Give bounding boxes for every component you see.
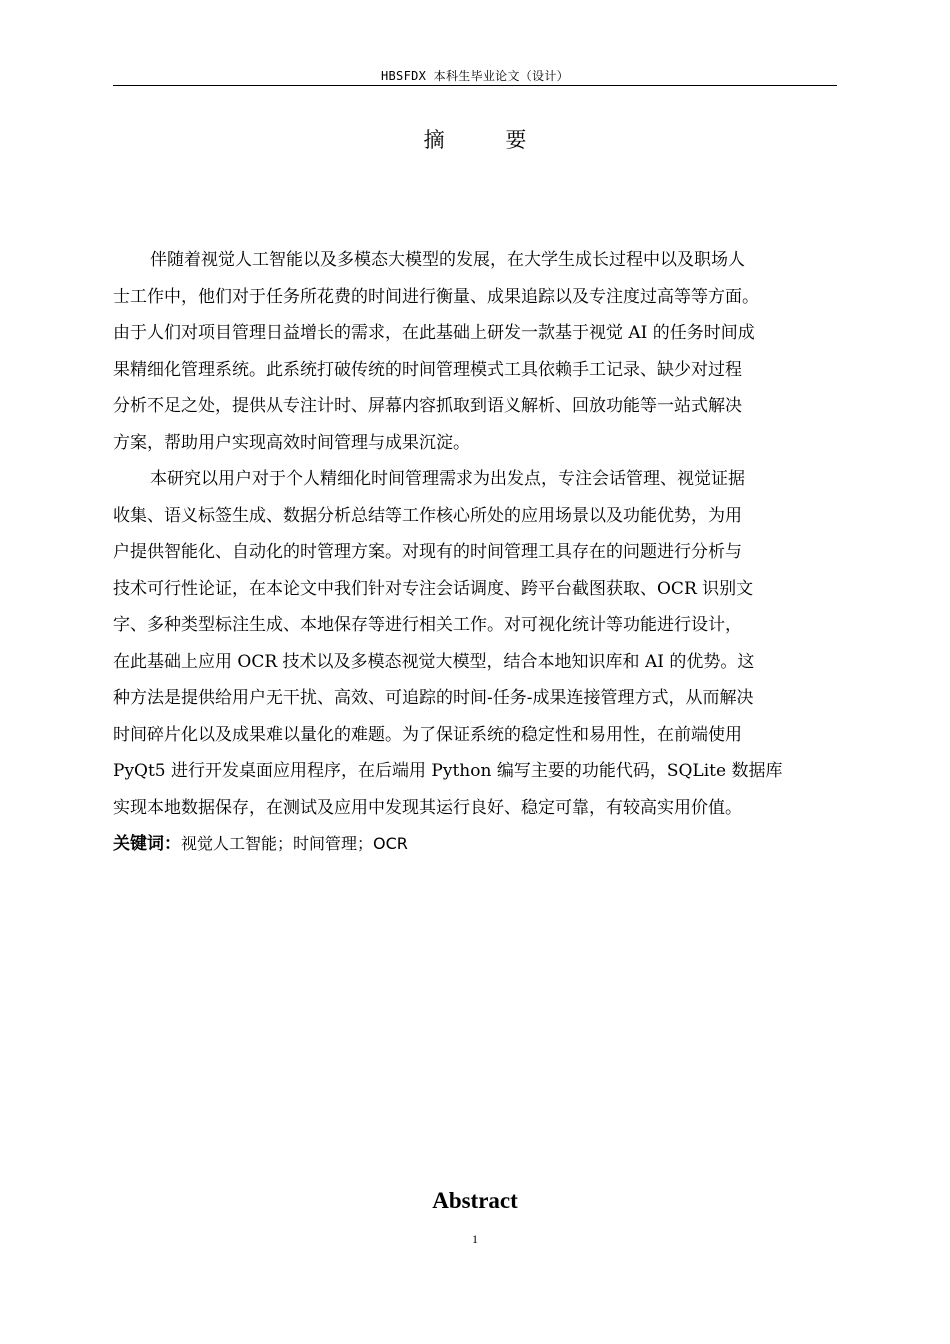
- page-title: 摘 要: [423, 128, 554, 152]
- running-header: HBSFDX 本科生毕业论文（设计）: [381, 69, 569, 83]
- page-number: 1: [472, 1232, 478, 1246]
- keywords-label: 关键词：: [113, 834, 181, 854]
- paragraph-line: 实现本地数据保存，在测试及应用中发现其运行良好、稳定可靠，有较高实用价值。: [113, 797, 742, 818]
- paragraph-line: 字、多种类型标注生成、本地保存等进行相关工作。对可视化统计等功能进行设计，: [113, 615, 742, 635]
- paragraph-2: [113, 461, 837, 826]
- paragraph-line: 收集、语义标签生成、数据分析总结等工作核心所处的应用场景以及功能优势，为用: [113, 505, 742, 526]
- paragraph-line: 户提供智能化、自动化的时管理方案。对现有的时间管理工具存在的问题进行分析与: [113, 542, 742, 562]
- paragraph-line: 技术可行性论证，在本论文中我们针对专注会话调度、跨平台截图获取、OCR 识别文: [113, 578, 754, 599]
- paragraph-line: PyQt5 进行开发桌面应用程序，在后端用 Python 编写主要的功能代码，SQLite 数据库: [113, 761, 783, 781]
- keywords-text: 视觉人工智能；时间管理；OCR: [181, 834, 408, 853]
- abstract-body: [113, 242, 837, 863]
- paragraph-line: 由于人们对项目管理日益增长的需求，在此基础上研发一款基于视觉 AI 的任务时间成: [113, 323, 755, 343]
- keywords-line: [113, 826, 837, 863]
- header-rule: [113, 85, 837, 86]
- paragraph-line: 果精细化管理系统。此系统打破传统的时间管理模式工具依赖手工记录、缺少对过程: [113, 359, 742, 380]
- paragraph-line: 本研究以用户对于个人精细化时间管理需求为出发点，专注会话管理、视觉证据: [150, 469, 745, 489]
- paragraph-line: 种方法是提供给用户无干扰、高效、可追踪的时间-任务-成果连接管理方式，从而解决: [113, 688, 754, 708]
- paragraph-line: 分析不足之处，提供从专注计时、屏幕内容抓取到语义解析、回放功能等一站式解决: [113, 396, 742, 416]
- paragraph-line: 士工作中，他们对于任务所花费的时间进行衡量、成果追踪以及专注度过高等等方面。: [113, 286, 759, 307]
- paragraph-line: 伴随着视觉人工智能以及多模态大模型的发展，在大学生成长过程中以及职场人: [150, 250, 745, 270]
- paragraph-1: [113, 242, 837, 461]
- paragraph-line: 方案，帮助用户实现高效时间管理与成果沉淀。: [113, 432, 470, 453]
- abstract-heading: Abstract: [432, 1188, 518, 1213]
- paragraph-line: 在此基础上应用 OCR 技术以及多模态视觉大模型，结合本地知识库和 AI 的优势。这: [113, 651, 755, 672]
- paragraph-line: 时间碎片化以及成果难以量化的难题。为了保证系统的稳定性和易用性，在前端使用: [113, 724, 742, 745]
